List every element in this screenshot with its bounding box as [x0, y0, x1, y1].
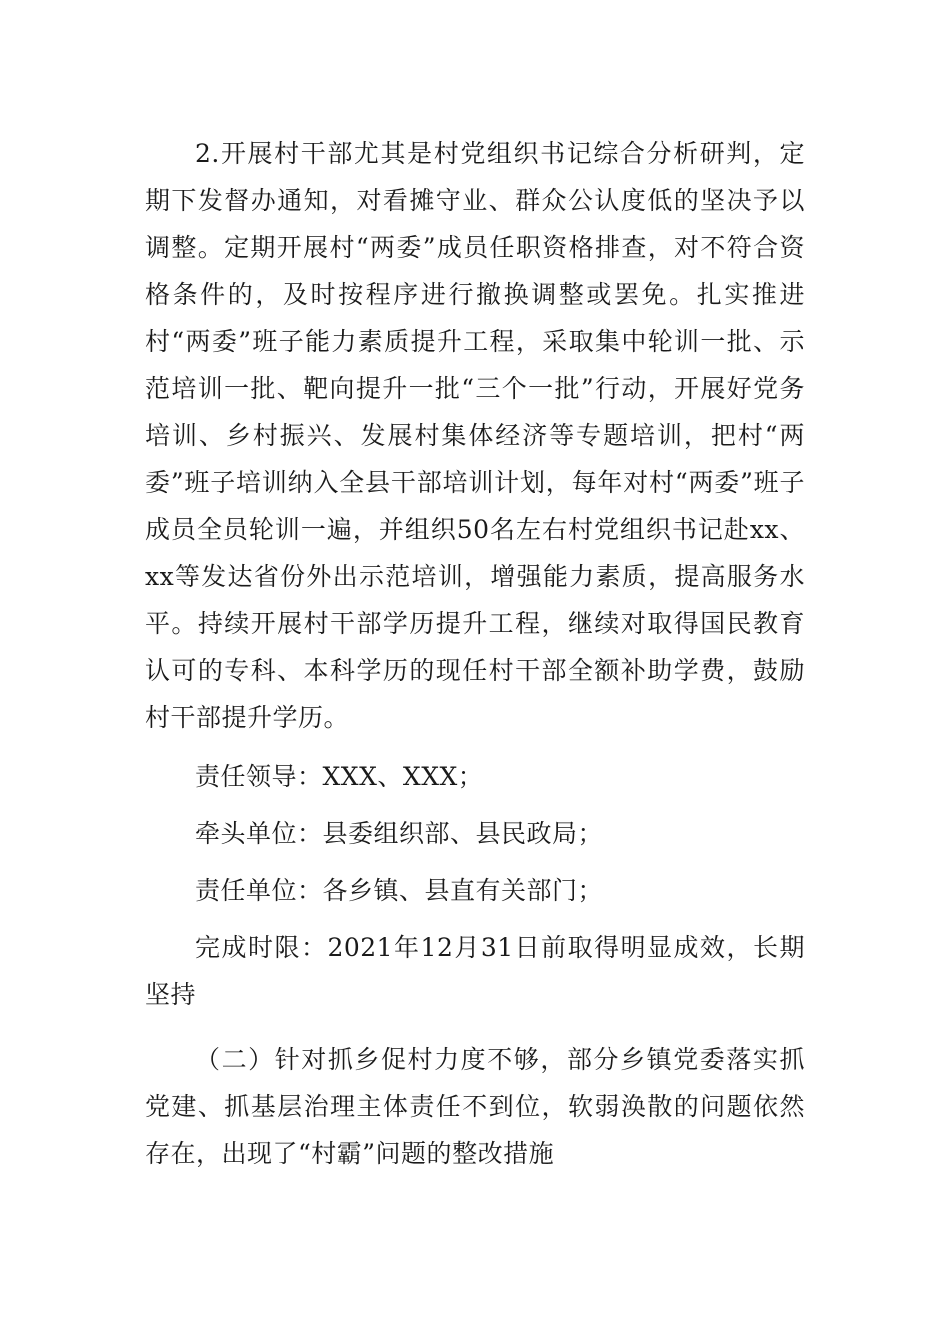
responsible-leader: 责任领导：XXX、XXX； — [195, 762, 484, 791]
document-body — [145, 130, 805, 1177]
section-heading: （二）针对抓乡促村力度不够，部分乡镇党委落实抓党建、抓基层治理主体责任不到位，软弱涣散的问题依然存在，出现了“村霸”问题的整改措施 — [145, 1045, 805, 1168]
paragraph-measures: 2.开展村干部尤其是村党组织书记综合分析研判，定期下发督办通知，对看摊守业、群众公认度低的坚决予以调整。定期开展村“两委”成员任职资格排查，对不符合资格条件的，及时按程序进行撤换调整或罢免。扎实推进村“两委”班子能力素质提升工程，采取集中轮训一批、示范培训一批、靶向提升一批“三个一批”行动，开展好党务培训、乡村振兴、发展村集体经济等专题培训，把村“两委”班子培训纳入全县干部培训计划，每年对村“两委”班子成员全员轮训一遍，并组织50名左右村党组织书记赴xx、xx等发达省份外出示范培训，增强能力素质，提高服务水平。持续开展村干部学历提升工程，继续对取得国民教育认可的专科、本科学历的现任村干部全额补助学费，鼓励村干部提升学历。 — [145, 139, 805, 732]
lead-unit: 牵头单位：县委组织部、县民政局； — [195, 819, 604, 848]
deadline: 完成时限：2021年12月31日前取得明显成效，长期坚持 — [145, 933, 805, 1009]
responsible-unit: 责任单位：各乡镇、县直有关部门； — [195, 876, 604, 905]
